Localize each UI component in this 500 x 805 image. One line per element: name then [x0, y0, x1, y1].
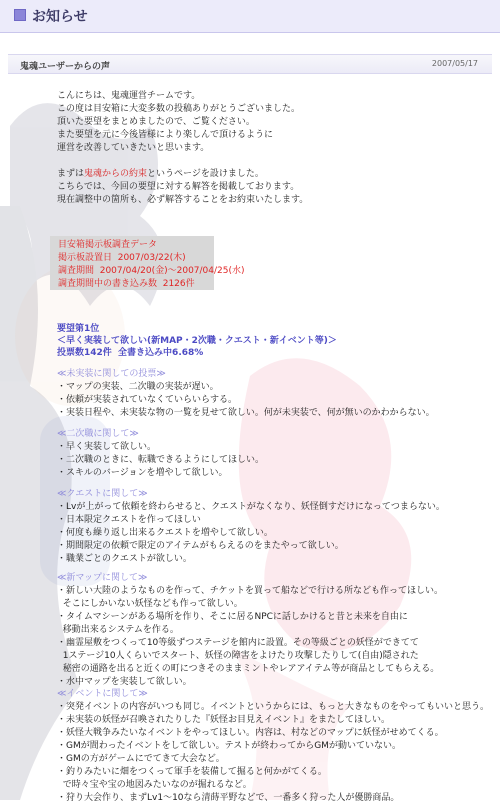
- section-title: ≪クエストに関して≫: [57, 489, 148, 499]
- list-item: ・Lvが上がって依頼を終わらせると、クエストがなくなり、妖怪倒すだけになってつまらない。: [57, 502, 445, 512]
- post-header: [8, 54, 492, 74]
- survey-post-count: 調査期間中の書き込み数 2126件: [58, 279, 195, 289]
- list-item: 移動出来るシステムを作る。: [57, 625, 179, 635]
- list-item: ・突発イベントの内容がいつも同じ。イベントというからには、もっと大きなものをやってもいいと思う。: [57, 702, 490, 712]
- intro-line: 運営を改善していきたいと思います。: [57, 143, 210, 153]
- list-item: ・新しい大陸のようなものを作って、チケットを買って船などで行ける所なども作ってほしい。: [57, 586, 444, 596]
- list-item: ・スキルのバージョンを増やして欲しい。: [57, 468, 228, 478]
- promise-link[interactable]: 鬼魂からの約束: [84, 169, 148, 179]
- list-item: ・タイムマシーンがある場所を作り、そこに居るNPCに話しかけると昔と未来を自由に: [57, 612, 408, 622]
- promise-suffix: というページを設けました。: [147, 169, 264, 179]
- section-title: ≪二次職に関して≫: [57, 429, 139, 439]
- list-item: 1ステージ10人くらいでスタート、妖怪の障害をよけたり攻撃したりして(自由)隠された: [57, 651, 419, 661]
- intro-line: こんにちは、鬼魂運営チームです。: [57, 91, 201, 101]
- list-item: ・GMが間わったイベントをして欲しい。テストが終わってからGMが動いていない。: [57, 741, 401, 751]
- list-item: ・未実装の妖怪が召喚されたりした『妖怪お目見えイベント』をまたしてほしい。: [57, 715, 391, 725]
- list-item: ・釣りみたいに畑をつくって軍手を装備して掘ると何かがてくる。: [57, 767, 327, 777]
- list-item: ・水中マップを実装して欲しい。: [57, 677, 192, 687]
- intro-line: また要望を元に今後皆様により楽しんで頂けるように: [57, 130, 274, 140]
- list-item: ・マップの実装、二次職の実装が遅い。: [57, 382, 219, 392]
- list-item: ・早く実装して欲しい。: [57, 442, 157, 452]
- ranking-block: [57, 323, 337, 359]
- post-title: 鬼魂ユーザーからの声: [20, 62, 111, 72]
- section-unimplemented: [57, 368, 435, 420]
- notice-icon: [14, 9, 26, 21]
- list-item: 秘密の通路を出ると近くの町につきそのままミントやレアアイテム等が商品としてもらえる。: [57, 664, 440, 674]
- list-item: そこにしかいない妖怪なども作って欲しい。: [57, 599, 243, 609]
- promise-line: [57, 168, 487, 181]
- intro-text: [57, 90, 487, 207]
- list-item: ・妖怪大戦争みたいなイベントをやってほしい。内容は、村などのマップに妖怪がせめてくる。: [57, 728, 444, 738]
- section-title: ≪新マップに関して≫: [57, 573, 148, 583]
- ranking-title: 要望第1位: [57, 324, 100, 334]
- section-new-map: [57, 572, 443, 689]
- survey-period: 調査期間 2007/04/20(金)〜2007/04/25(水): [58, 266, 245, 276]
- page-header: [0, 0, 500, 33]
- ranking-votes: 投票数142件 全書き込み中6.68%: [57, 348, 204, 358]
- survey-title: 目安箱掲示板調査データ: [58, 240, 158, 250]
- intro-line: この度は目安箱に大変多数の投稿ありがとうございました。: [57, 104, 301, 114]
- survey-data-box: [50, 236, 245, 290]
- page-title: お知らせ: [32, 9, 88, 25]
- ranking-topic: ＜早く実装して欲しい(新MAP・2次職・クエスト・新イベント等)＞: [57, 336, 337, 346]
- intro-line: 現在調整中の箇所も、必ず解答することをお約束いたします。: [57, 195, 309, 205]
- list-item: ・職業ごとのクエストが欲しい。: [57, 554, 192, 564]
- intro-line: 頂いた要望をまとめましたので、ご覧ください。: [57, 117, 255, 127]
- promise-prefix: まずは: [57, 169, 85, 179]
- list-item: ・実装日程や、未実装な物の一覧を見せて欲しい。何が未実装で、何が無いのかわからない。: [57, 408, 435, 418]
- list-item: ・日本限定クエストを作ってほしい: [57, 515, 201, 525]
- intro-line: こちらでは、今回の要望に対する解答を掲載しております。: [57, 182, 300, 192]
- list-item: ・何度も繰り返し出来るクエストを増やして欲しい。: [57, 528, 273, 538]
- section-title: ≪イベントに関して≫: [57, 689, 148, 699]
- list-item: ・二次職のときに、転職できるようにしてほしい。: [57, 455, 265, 465]
- section-event: [57, 688, 489, 805]
- survey-board-date: 掲示板設置日 2007/03/22(木): [58, 253, 186, 263]
- list-item: ・幽霊屋敷をつくって10等級ずつステージを館内に設置。その等級ごとの妖怪ができてて: [57, 638, 419, 648]
- section-title: ≪未実装に関しての投票≫: [57, 369, 166, 379]
- post-date: 2007/05/17: [431, 59, 478, 68]
- list-item: ・期間限定の依頼で限定のアイテムがもらえるのをまたやって欲しい。: [57, 541, 344, 551]
- list-item: で時々宝や宝の地図みたいなのが掘れるなど。: [57, 780, 252, 790]
- section-quest: [57, 488, 445, 566]
- list-item: ・依頼が実装されていなくていらいらする。: [57, 395, 238, 405]
- list-item: ・狩り大会作り、まずLv1〜10なら清蒔平野などで、一番多く狩った人が優勝商品。: [57, 793, 400, 803]
- blank-line: [57, 155, 487, 168]
- list-item: ・GMの方がゲームにでてきて大会など。: [57, 754, 225, 764]
- section-second-job: [57, 428, 264, 480]
